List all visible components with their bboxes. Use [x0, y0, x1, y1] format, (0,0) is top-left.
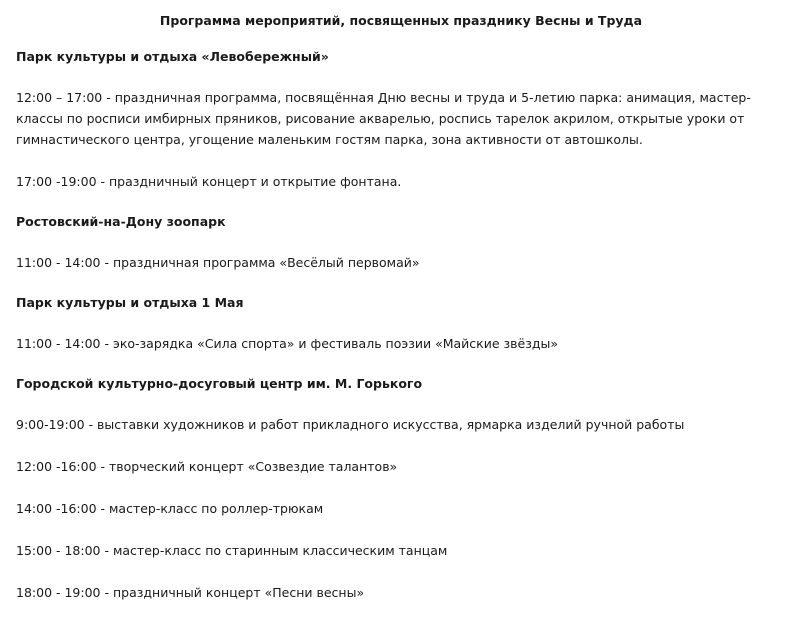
- venue-heading: Ростовский-на-Дону зоопарк: [16, 214, 226, 229]
- document-page: [16, 12, 786, 624]
- section-park-1-maya: [16, 294, 786, 354]
- event-item: 11:00 - 14:00 - праздничная программа «Весёлый первомай»: [16, 255, 420, 270]
- event-item: 15:00 - 18:00 - мастер-класс по старинным классическим танцам: [16, 543, 448, 558]
- event-item: 14:00 -16:00 - мастер-класс по роллер-трюкам: [16, 501, 324, 516]
- venue-heading: Городской культурно-досуговый центр им. М. Горького: [16, 376, 423, 391]
- section-levoberezhny: [16, 48, 786, 192]
- venue-heading: Парк культуры и отдыха 1 Мая: [16, 295, 244, 310]
- event-item: 17:00 -19:00 - праздничный концерт и открытие фонтана.: [16, 174, 402, 189]
- venue-heading: Парк культуры и отдыха «Левобережный»: [16, 49, 329, 64]
- event-item: 9:00-19:00 - выставки художников и работ прикладного искусства, ярмарка изделий ручной работы: [16, 417, 685, 432]
- event-item: 12:00 – 17:00 - праздничная программа, посвящённая Дню весны и труда и 5-летию парка: анимация, мастер-классы по росписи имбирных пряников, рисование акварелью, роспись тарелок акрилом, открытые уроки от гимнастического центра, угощение маленьким гостям парка, зона активности от автошколы.: [16, 90, 751, 147]
- section-zoo: [16, 213, 786, 273]
- section-gorky-center: [16, 375, 786, 603]
- event-item: 12:00 -16:00 - творческий концерт «Созвездие талантов»: [16, 459, 398, 474]
- page-title: Программа мероприятий, посвященных празднику Весны и Труда: [159, 13, 643, 28]
- event-item: 18:00 - 19:00 - праздничный концерт «Песни весны»: [16, 585, 365, 600]
- event-item: 11:00 - 14:00 - эко-зарядка «Сила спорта» и фестиваль поэзии «Майские звёзды»: [16, 336, 559, 351]
